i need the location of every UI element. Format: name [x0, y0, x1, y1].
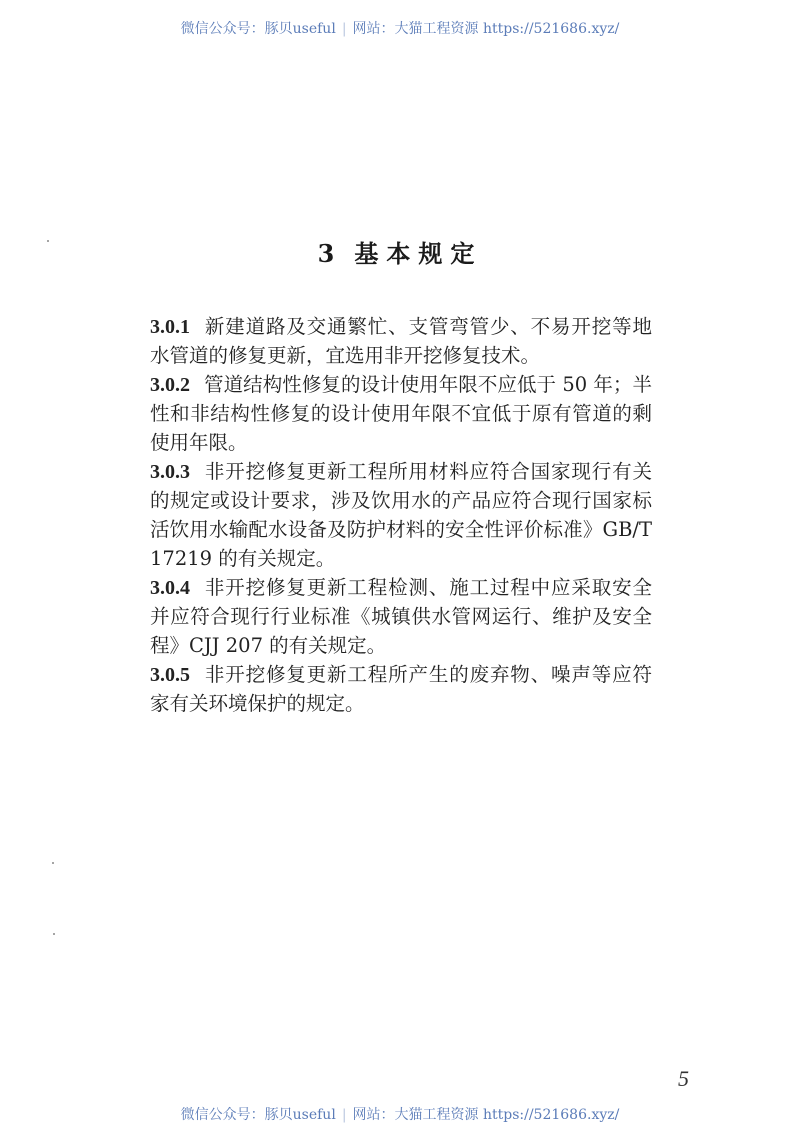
- clause-line: [150, 312, 652, 341]
- clause-line: 活饮用水输配水设备及防护材料的安全性评价标准》GB/T: [150, 518, 652, 541]
- watermark-separator: |: [341, 1107, 347, 1123]
- clause-line: [150, 660, 652, 689]
- clause-3-0-4: [150, 573, 652, 660]
- clause-line: 并应符合现行行业标准《城镇供水管网运行、维护及安全: [150, 605, 652, 628]
- clause-line: 使用年限。: [150, 431, 248, 454]
- clause-line: [150, 370, 652, 399]
- clause-number: 3.0.5: [150, 664, 190, 686]
- clause-line: 的规定或设计要求，涉及饮用水的产品应符合现行国家标: [150, 489, 652, 512]
- watermark-header: [0, 18, 800, 38]
- chapter-title: [0, 234, 800, 269]
- scan-speck: [53, 933, 55, 935]
- clauses: [150, 312, 652, 718]
- clause-3-0-2: [150, 370, 652, 457]
- clause-text: 非开挖修复更新工程所用材料应符合国家现行有关: [204, 460, 652, 483]
- clause-line: 程》CJJ 207 的有关规定。: [150, 634, 387, 657]
- watermark-website: 网站：大猫工程资源 https://521686.xyz/: [352, 1107, 620, 1123]
- clause-number: 3.0.3: [150, 461, 190, 483]
- clause-3-0-3: [150, 457, 652, 573]
- clause-number: 3.0.2: [150, 374, 190, 396]
- watermark-website: 网站：大猫工程资源 https://521686.xyz/: [352, 21, 620, 37]
- watermark-separator: |: [341, 21, 347, 37]
- clause-line: [150, 573, 652, 602]
- clause-line: [150, 457, 652, 486]
- watermark-footer: [0, 1104, 800, 1124]
- clause-line: 水管道的修复更新，宜选用非开挖修复技术。: [150, 344, 541, 367]
- clause-text: 非开挖修复更新工程检测、施工过程中应采取安全: [204, 576, 652, 599]
- clause-number: 3.0.4: [150, 577, 190, 599]
- clause-text: 管道结构性修复的设计使用年限不应低于 50 年；半: [204, 373, 652, 396]
- chapter-number: 3: [317, 239, 343, 268]
- clause-text: 非开挖修复更新工程所产生的废弃物、噪声等应符: [204, 663, 652, 686]
- page-number: 5: [678, 1066, 689, 1091]
- watermark-wechat: 微信公众号：豚贝useful: [180, 21, 336, 37]
- clause-line: 性和非结构性修复的设计使用年限不宜低于原有管道的剩: [150, 402, 652, 425]
- clause-text: 新建道路及交通繁忙、支管弯管少、不易开挖等地: [204, 315, 652, 338]
- clause-line: 家有关环境保护的规定。: [150, 692, 365, 715]
- scan-speck: [52, 862, 54, 864]
- clause-line: 17219 的有关规定。: [150, 547, 336, 570]
- clause-number: 3.0.1: [150, 316, 190, 338]
- watermark-wechat: 微信公众号：豚贝useful: [180, 1107, 336, 1123]
- chapter-heading: 基本规定: [354, 239, 483, 268]
- clause-3-0-1: [150, 312, 652, 370]
- clause-3-0-5: [150, 660, 652, 718]
